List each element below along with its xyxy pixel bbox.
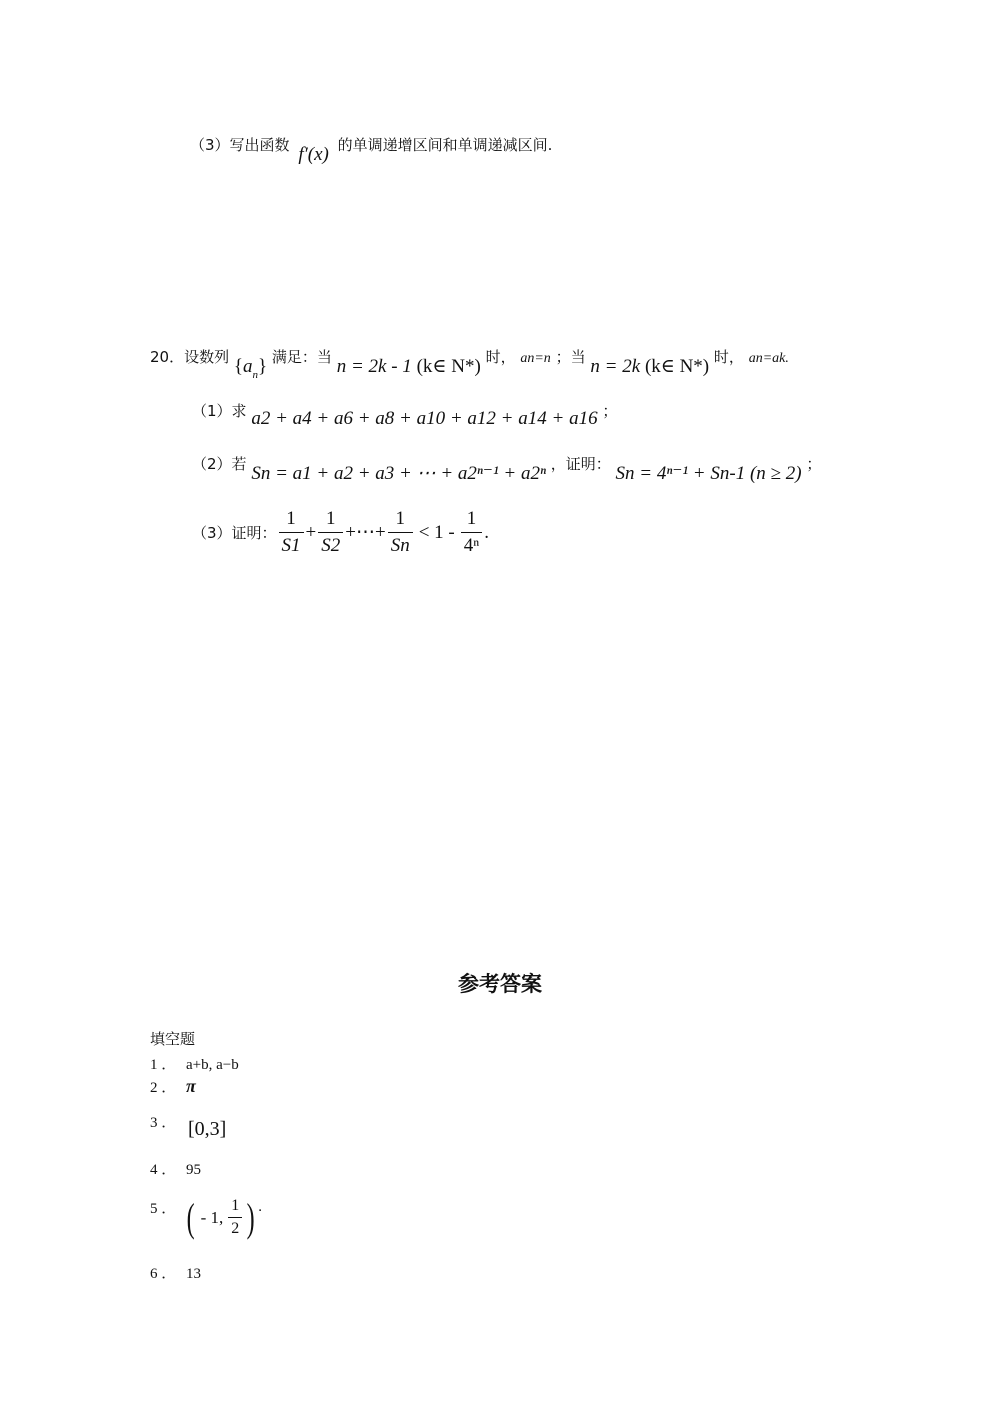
answer-5-open: ( <box>186 1194 195 1240</box>
answer-4-num: 4 ． <box>150 1162 177 1178</box>
q19-part3-label: （3）写出函数 <box>190 136 290 154</box>
answer-4-text: 95 <box>186 1162 202 1178</box>
q20-semicolon-when: ；当 <box>555 348 586 366</box>
q20-cond1: n = 2k - 1 <box>336 356 412 377</box>
q20-p2-end: ； <box>806 455 822 473</box>
q20-when-even: 时， <box>713 348 744 366</box>
q20-seq: $\{a_n\}$ <box>233 356 268 381</box>
answer-item-1 <box>150 1053 239 1074</box>
answer-5-frac-den: 2 <box>231 1220 240 1237</box>
q20-odd-result: an=n <box>520 351 551 366</box>
answers-section: 填空题 <box>150 1030 196 1048</box>
q20-when-odd: 时， <box>485 348 516 366</box>
q20-p3-frac1-num: 1 <box>279 508 304 533</box>
answer-5-num: 5 ． <box>150 1201 177 1217</box>
q20-cond1-set: (k∈ N*) <box>416 356 481 377</box>
answer-5-neg: - 1, <box>200 1207 224 1227</box>
answers-title: 参考答案 <box>458 972 542 996</box>
q20-part2 <box>192 452 822 484</box>
q20-p1-label: （1）求 <box>192 402 247 420</box>
answer-2-num: 2 ． <box>150 1080 177 1096</box>
q20-satisfy: 满足：当 <box>271 348 332 366</box>
q20-p3-frac3-num: 1 <box>388 508 413 533</box>
answer-item-3 <box>150 1110 227 1140</box>
q20-p2-claim: Sn = 4ⁿ⁻¹ + Sn-1 (n ≥ 2) <box>615 463 802 484</box>
answer-item-2 <box>150 1076 196 1097</box>
q20-seq-a: a <box>243 356 253 377</box>
q20-p3-end: . <box>484 521 489 543</box>
q20-cond2-set: (k∈ N*) <box>644 356 710 377</box>
answer-item-4 <box>150 1158 201 1179</box>
q20-p3-frac3 <box>388 508 413 557</box>
q19-fx: f′(x) <box>298 144 329 165</box>
q20-p1-expr: a2 + a4 + a6 + a8 + a10 + a12 + a14 + a16 <box>251 408 598 429</box>
q20-p2-label: （2）若 <box>192 455 247 473</box>
answer-2-text: π <box>186 1076 196 1096</box>
q20-p2-prove: ，证明： <box>550 455 611 473</box>
answer-5-frac-num: 1 <box>228 1197 242 1218</box>
q20-p3-frac2-den: S2 <box>321 535 341 556</box>
answer-5-close: ) <box>246 1194 255 1240</box>
answer-item-6 <box>150 1262 201 1283</box>
q20-cond2: n = 2k <box>590 356 641 377</box>
q20-p3-frac2 <box>318 508 343 557</box>
q20-p3-frac3-den: Sn <box>390 535 410 556</box>
q19-part3-text: 的单调递增区间和单调递减区间. <box>337 136 553 154</box>
answer-6-text: 13 <box>186 1266 202 1282</box>
answer-1-text: a+b, a−b <box>186 1057 239 1073</box>
q20-p3-frac4-num: 1 <box>461 508 482 533</box>
q20-p3-frac1 <box>279 508 304 557</box>
q20-p3-frac2-num: 1 <box>318 508 343 533</box>
q20-p3-dots: +⋯+ <box>345 522 386 543</box>
q20-even-result: an=ak. <box>748 351 789 366</box>
answer-5-frac <box>228 1197 242 1238</box>
q20-seq-n: n <box>252 369 258 381</box>
q20-part1 <box>192 400 618 429</box>
q20-part3: （3）证明： $\frac{1}{S1}$ + $\frac{1}{S2}$ +⋯+ $\frac{1}{Sn}$ < 1 - $\frac{1}{\text{4ⁿ}}$ . <box>192 508 489 556</box>
q20-p2-expr: Sn = a1 + a2 + a3 + ⋯ + a2ⁿ⁻¹ + a2ⁿ <box>251 463 546 484</box>
q20-p3-less: < 1 - <box>418 521 455 543</box>
q20-p3-frac4 <box>461 508 482 557</box>
answer-3-num: 3 ． <box>150 1115 177 1131</box>
q20-p3-frac1-den: S1 <box>281 535 301 556</box>
q20-stem <box>150 345 789 381</box>
answer-1-num: 1 ． <box>150 1057 177 1073</box>
q20-p3-label: （3）证明： <box>192 524 277 542</box>
answer-5-dot: · <box>257 1203 263 1219</box>
answer-item-5 <box>150 1194 263 1240</box>
q20-p1-end: ； <box>602 402 618 420</box>
answer-3-text: [0,3] <box>188 1118 227 1140</box>
q20-p3-frac4-den: 4ⁿ <box>463 535 480 556</box>
q19-part3-line <box>190 134 553 165</box>
answer-5-expr <box>184 1194 263 1240</box>
answer-6-num: 6 ． <box>150 1266 177 1282</box>
q20-number: 20．设数列 <box>150 348 230 366</box>
